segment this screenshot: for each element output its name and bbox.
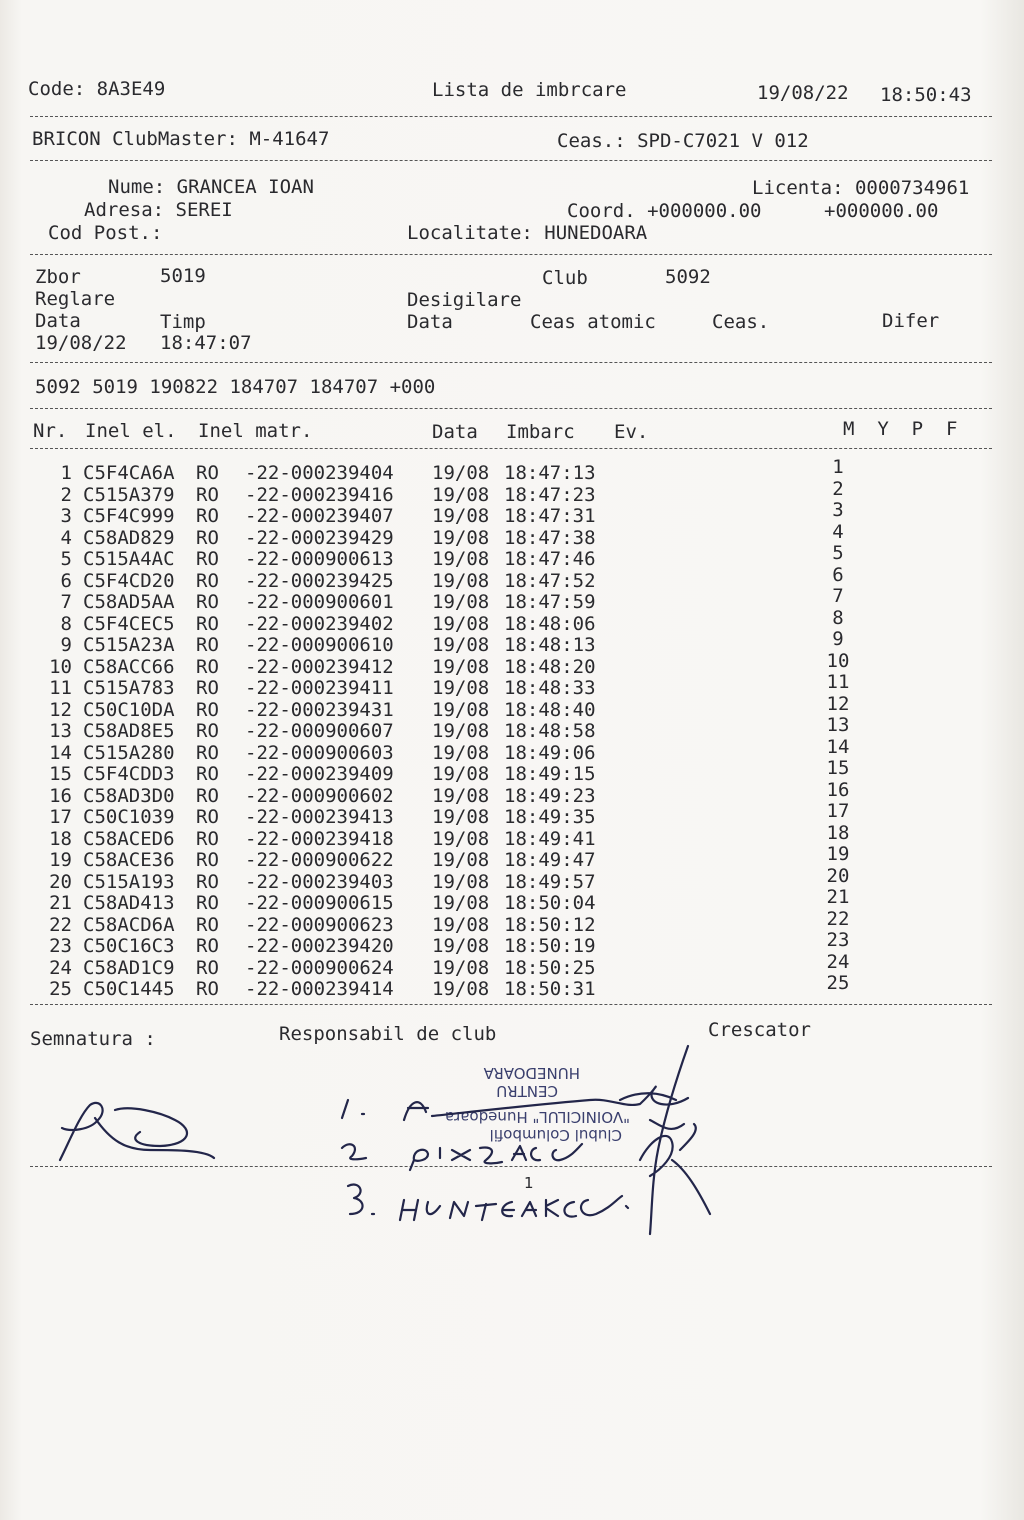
row-number: 17 (49, 806, 72, 828)
basketing-date: 19/08 (432, 612, 490, 635)
registration-ring: -22-000900603 (245, 741, 394, 764)
signature-name-1 (404, 1087, 688, 1120)
electronic-ring: C58AD413 (83, 892, 175, 914)
ring-country: RO (196, 569, 219, 592)
unsealing-date-label: Data (407, 311, 453, 333)
registration-ring: -22-000239412 (245, 655, 394, 678)
clock-label: Ceas. (712, 311, 770, 333)
basketing-time: 18:47:38 (504, 526, 596, 549)
unsealing-label: Desigilare (407, 289, 522, 311)
registration-ring: -22-000239402 (245, 612, 394, 635)
clubmaster-info: BRICON ClubMaster: M-41647 (32, 128, 330, 150)
locality: Localitate: HUNEDOARA (407, 222, 648, 244)
basketing-date: 19/08 (432, 526, 490, 549)
mark-m: 9 (832, 628, 844, 650)
basketing-time: 18:49:57 (504, 870, 596, 893)
mark-m: 16 (826, 778, 850, 801)
report-date: 19/08/22 (757, 82, 849, 104)
electronic-ring: C5F4CD20 (83, 569, 175, 592)
row-number: 22 (49, 913, 72, 936)
col-data: Data (432, 421, 478, 443)
row-number: 18 (49, 827, 72, 850)
signature-name-2 (410, 1144, 582, 1170)
mark-m: 14 (826, 735, 850, 758)
col-imbarc: Imbarc (506, 421, 575, 443)
club-number: 5092 (665, 266, 711, 288)
club-responsible-label: Responsabil de club (279, 1023, 497, 1045)
electronic-ring: C50C1039 (83, 806, 175, 828)
ring-country: RO (196, 677, 219, 699)
row-number: 16 (49, 784, 72, 807)
mark-m: 12 (826, 692, 850, 715)
mark-m: 19 (826, 843, 850, 865)
atomic-clock-label: Ceas atomic (530, 311, 656, 333)
difference-label: Difer (882, 310, 940, 332)
basketing-time: 18:49:47 (504, 849, 596, 871)
registration-ring: -22-000239404 (245, 462, 394, 484)
basketing-time: 18:48:33 (504, 677, 596, 699)
basketing-time: 18:47:59 (504, 591, 596, 613)
row-number: 19 (49, 849, 72, 871)
ring-country: RO (196, 462, 219, 484)
mark-m: 20 (826, 864, 850, 887)
electronic-ring: C515A193 (83, 870, 175, 893)
electronic-ring: C58AD5AA (83, 591, 175, 613)
basketing-date: 19/08 (432, 827, 490, 850)
row-number: 12 (49, 698, 72, 721)
registration-ring: -22-000239413 (245, 806, 394, 828)
basketing-time: 18:49:23 (504, 784, 596, 807)
registration-ring: -22-000239418 (245, 827, 394, 850)
basketing-time: 18:49:41 (504, 827, 596, 850)
col-inel-matr: Inel matr. (198, 420, 313, 442)
row-number: 23 (49, 935, 72, 957)
basketing-time: 18:48:20 (504, 655, 596, 678)
registration-ring: -22-000900624 (245, 956, 394, 979)
page-number: 1 (524, 1174, 534, 1192)
basketing-time: 18:50:04 (504, 892, 596, 914)
coordinates-second: +000000.00 (824, 200, 939, 222)
basketing-time: 18:49:06 (504, 741, 596, 764)
ring-country: RO (196, 956, 219, 979)
basketing-time: 18:49:35 (504, 806, 596, 828)
signature-number-2 (342, 1144, 366, 1159)
electronic-ring: C515A4AC (83, 548, 175, 570)
basketing-time: 18:47:46 (504, 548, 596, 570)
ring-country: RO (196, 913, 219, 936)
basketing-date: 19/08 (432, 956, 490, 979)
report-code: Code: 8A3E49 (28, 78, 166, 100)
row-number: 6 (60, 569, 72, 592)
coordinates: Coord. +000000.00 (567, 200, 762, 222)
basketing-time: 18:50:12 (504, 913, 596, 936)
electronic-ring: C515A379 (83, 483, 175, 506)
mark-m: 3 (832, 499, 844, 521)
registration-ring: -22-000239420 (245, 935, 394, 957)
date-label: Data (35, 310, 81, 332)
basketing-date: 19/08 (432, 870, 490, 893)
row-number: 10 (49, 655, 72, 678)
basketing-date: 19/08 (432, 849, 490, 871)
signature-label: Semnatura : (30, 1028, 156, 1050)
basketing-date: 19/08 (432, 741, 490, 764)
mark-m: 6 (832, 563, 844, 586)
ring-country: RO (196, 548, 219, 570)
basketing-date: 19/08 (432, 720, 490, 742)
electronic-ring: C58ACD6A (83, 913, 175, 936)
row-number: 2 (60, 483, 72, 506)
ring-country: RO (196, 978, 219, 1000)
row-number: 25 (49, 978, 72, 1000)
signature-number-3 (348, 1185, 374, 1214)
ring-country: RO (196, 720, 219, 742)
row-number: 21 (49, 892, 72, 914)
basketing-date: 19/08 (432, 935, 490, 957)
mark-m: 24 (826, 950, 850, 973)
report-time: 18:50:43 (880, 84, 972, 106)
ring-country: RO (196, 483, 219, 506)
registration-ring: -22-000239409 (245, 763, 394, 785)
basketing-date: 19/08 (432, 569, 490, 592)
mark-m: 1 (832, 456, 844, 478)
basketing-date: 19/08 (432, 978, 490, 1000)
registration-ring: -22-000900601 (245, 591, 394, 613)
electronic-ring: C5F4CDD3 (83, 763, 175, 785)
row-number: 14 (49, 741, 72, 764)
breeder-label: Crescator (708, 1019, 811, 1041)
row-number: 11 (49, 677, 72, 699)
electronic-ring: C50C1445 (83, 978, 175, 1000)
row-number: 4 (60, 526, 72, 549)
row-number: 8 (60, 612, 72, 635)
club-stamp: HUNEDOARA CENTRU "VOINICILUL" Hunedoara Clubul Columbofil (444, 1064, 630, 1144)
registration-ring: -22-000900613 (245, 548, 394, 570)
basketing-date: 19/08 (432, 806, 490, 828)
basketing-date: 19/08 (432, 505, 490, 527)
electronic-ring: C515A23A (83, 634, 175, 656)
basketing-date: 19/08 (432, 913, 490, 936)
mark-m: 5 (832, 542, 844, 564)
mark-m: 2 (832, 477, 844, 500)
mark-m: 17 (826, 800, 850, 822)
ring-country: RO (196, 806, 219, 828)
signature-number-1 (342, 1100, 364, 1118)
registration-ring: -22-000239407 (245, 505, 394, 527)
registration-ring: -22-000239416 (245, 483, 394, 506)
registration-ring: -22-000900607 (245, 720, 394, 742)
summary-code-line: 5092 5019 190822 184707 184707 +000 (35, 376, 436, 398)
ring-country: RO (196, 892, 219, 914)
mark-m: 4 (832, 520, 844, 543)
mark-m: 13 (826, 714, 850, 736)
row-number: 3 (60, 505, 72, 527)
row-number: 1 (60, 462, 72, 484)
signature-right (620, 1046, 710, 1234)
basketing-time: 18:48:06 (504, 612, 596, 635)
basketing-date: 19/08 (432, 655, 490, 678)
license-number: Licenta: 0000734961 (752, 177, 970, 199)
ring-country: RO (196, 698, 219, 721)
row-number: 24 (49, 956, 72, 979)
electronic-ring: C58ACC66 (83, 655, 175, 678)
signature-name-3 (400, 1196, 628, 1220)
basketing-date: 19/08 (432, 462, 490, 484)
electronic-ring: C515A783 (83, 677, 175, 699)
electronic-ring: C50C10DA (83, 698, 175, 721)
electronic-ring: C58AD3D0 (83, 784, 175, 807)
electronic-ring: C5F4CEC5 (83, 612, 175, 635)
registration-ring: -22-000239431 (245, 698, 394, 721)
ring-country: RO (196, 634, 219, 656)
col-ev: Ev. (614, 421, 649, 443)
basketing-time: 18:48:40 (504, 698, 596, 721)
electronic-ring: C58AD8E5 (83, 720, 175, 742)
basketing-date: 19/08 (432, 483, 490, 506)
ring-country: RO (196, 505, 219, 527)
row-number: 5 (60, 548, 72, 570)
electronic-ring: C58ACE36 (83, 849, 175, 871)
mark-m: 21 (826, 886, 850, 908)
ring-country: RO (196, 591, 219, 613)
basketing-date: 19/08 (432, 591, 490, 613)
electronic-ring: C50C16C3 (83, 935, 175, 957)
basketing-time: 18:50:31 (504, 978, 596, 1000)
flight-label: Zbor (35, 266, 81, 288)
registration-ring: -22-000239425 (245, 569, 394, 592)
ring-country: RO (196, 526, 219, 549)
basketing-date: 19/08 (432, 784, 490, 807)
postal-code: Cod Post.: (48, 222, 163, 244)
owner-name: Nume: GRANCEA IOAN (108, 176, 314, 198)
col-mypf: M Y P F (843, 418, 958, 440)
electronic-ring: C58ACED6 (83, 827, 175, 850)
basketing-time: 18:48:13 (504, 634, 596, 656)
basketing-date: 19/08 (432, 677, 490, 699)
electronic-ring: C5F4C999 (83, 505, 175, 527)
basketing-date: 19/08 (432, 763, 490, 785)
ring-country: RO (196, 870, 219, 893)
row-number: 7 (60, 591, 72, 613)
mark-m: 10 (826, 649, 850, 672)
electronic-ring: C5F4CA6A (83, 462, 175, 484)
mark-m: 8 (832, 606, 844, 629)
basketing-time: 18:47:52 (504, 569, 596, 592)
mark-m: 7 (832, 585, 844, 607)
electronic-ring: C58AD829 (83, 526, 175, 549)
report-title: Lista de imbrcare (432, 79, 627, 101)
flight-number: 5019 (160, 265, 206, 287)
basketing-time: 18:48:58 (504, 720, 596, 742)
registration-ring: -22-000900610 (245, 634, 394, 656)
basketing-date: 19/08 (432, 698, 490, 721)
row-number: 13 (49, 720, 72, 742)
ring-country: RO (196, 827, 219, 850)
mark-m: 18 (826, 821, 850, 844)
signature-left (60, 1103, 214, 1160)
registration-ring: -22-000900615 (245, 892, 394, 914)
owner-address: Adresa: SEREI (84, 199, 233, 221)
setting-time: 18:47:07 (160, 332, 252, 354)
basketing-date: 19/08 (432, 892, 490, 914)
registration-ring: -22-000239429 (245, 526, 394, 549)
basketing-time: 18:50:19 (504, 935, 596, 957)
setting-date: 19/08/22 (35, 332, 127, 354)
basketing-time: 18:47:31 (504, 505, 596, 527)
club-label: Club (542, 267, 588, 289)
electronic-ring: C515A280 (83, 741, 175, 764)
registration-ring: -22-000239403 (245, 870, 394, 893)
clock-info: Ceas.: SPD-C7021 V 012 (557, 130, 809, 152)
registration-ring: -22-000239414 (245, 978, 394, 1000)
mark-m: 23 (826, 929, 850, 951)
registration-ring: -22-000900602 (245, 784, 394, 807)
basketing-time: 18:49:15 (504, 763, 596, 785)
mark-m: 11 (826, 671, 850, 693)
mark-m: 22 (826, 907, 850, 930)
row-number: 15 (49, 763, 72, 785)
ring-country: RO (196, 784, 219, 807)
row-number: 9 (60, 634, 72, 656)
basketing-time: 18:50:25 (504, 956, 596, 979)
basketing-time: 18:47:23 (504, 483, 596, 506)
ring-country: RO (196, 655, 219, 678)
ring-country: RO (196, 763, 219, 785)
ring-country: RO (196, 741, 219, 764)
registration-ring: -22-000239411 (245, 677, 394, 699)
basketing-date: 19/08 (432, 548, 490, 570)
ring-country: RO (196, 935, 219, 957)
mark-m: 15 (826, 757, 850, 779)
time-label: Timp (160, 311, 206, 333)
col-nr: Nr. (33, 420, 68, 442)
row-number: 20 (49, 870, 72, 893)
ring-country: RO (196, 849, 219, 871)
basketing-time: 18:47:13 (504, 462, 596, 484)
registration-ring: -22-000900623 (245, 913, 394, 936)
col-inel-el: Inel el. (85, 420, 177, 442)
electronic-ring: C58AD1C9 (83, 956, 175, 979)
mark-m: 25 (826, 972, 850, 994)
registration-ring: -22-000900622 (245, 849, 394, 871)
basketing-date: 19/08 (432, 634, 490, 656)
setting-label: Reglare (35, 288, 116, 310)
ring-country: RO (196, 612, 219, 635)
